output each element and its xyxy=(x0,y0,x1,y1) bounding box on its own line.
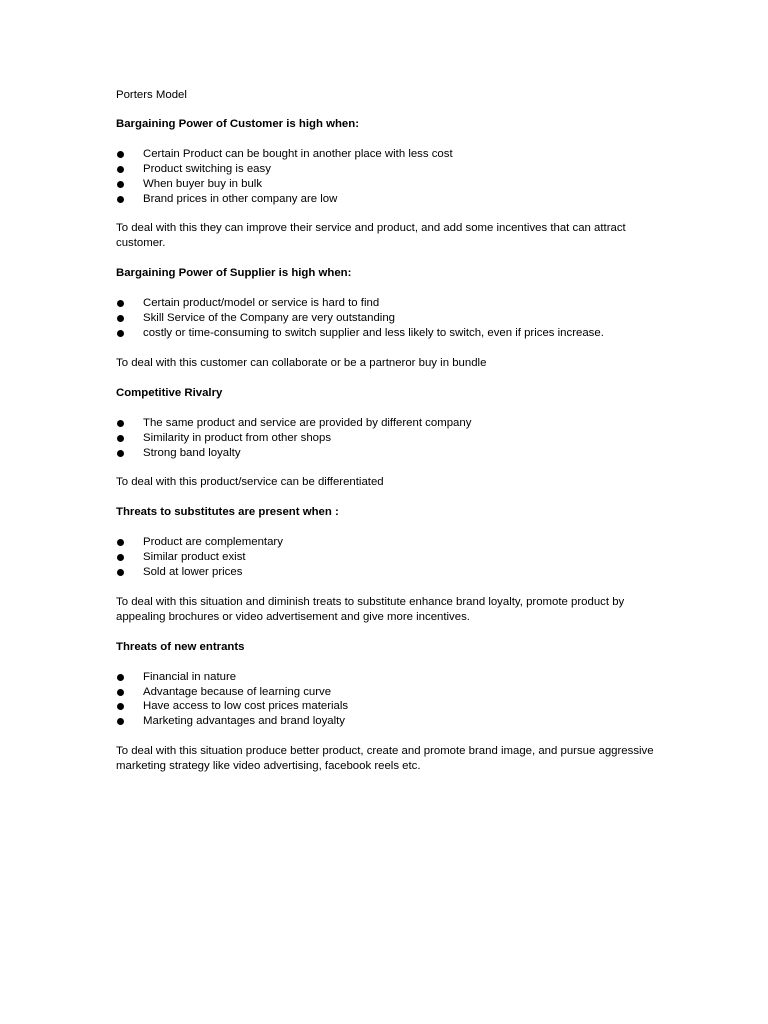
document-body xyxy=(116,88,656,789)
list-item-text: Product switching is easy xyxy=(143,162,271,175)
bullet-icon xyxy=(117,718,124,725)
list-item-text: Certain Product can be bought in another place with less cost xyxy=(143,147,453,160)
bullet-list xyxy=(116,535,656,580)
list-item xyxy=(116,326,656,341)
bullet-list xyxy=(116,416,656,461)
list-item xyxy=(116,311,656,326)
section-heading: Threats of new entrants xyxy=(116,640,245,653)
bullet-icon xyxy=(117,151,124,158)
list-item-text: Advantage because of learning curve xyxy=(143,685,332,698)
list-item-text: Brand prices in other company are low xyxy=(143,192,338,205)
bullet-list xyxy=(116,147,656,207)
list-item xyxy=(116,162,656,177)
list-item-text: Skill Service of the Company are very outstanding xyxy=(143,312,395,325)
bullet-icon xyxy=(117,435,124,442)
list-item xyxy=(116,192,656,207)
list-item xyxy=(116,535,656,550)
list-item xyxy=(116,714,656,729)
list-item-text: Have access to low cost prices materials xyxy=(143,700,349,713)
section-paragraph: To deal with this customer can collaborate or be a partneror buy in bundle xyxy=(116,356,487,369)
list-item-text: costly or time-consuming to switch supplier and less likely to switch, even if prices increase. xyxy=(143,326,604,339)
section-heading: Threats to substitutes are present when : xyxy=(116,506,339,519)
list-item-text: Similarity in product from other shops xyxy=(143,431,332,444)
list-item xyxy=(116,177,656,192)
bullet-icon xyxy=(117,539,124,546)
list-item-text: Financial in nature xyxy=(143,670,237,683)
list-item xyxy=(116,147,656,162)
section-paragraph: To deal with this situation produce better product, create and promote brand image, and pursue aggressive marketing strategy like video advertising, facebook reels etc. xyxy=(116,745,654,773)
bullet-icon xyxy=(117,315,124,322)
section-competitive-rivalry xyxy=(116,386,656,491)
section-paragraph: To deal with this they can improve their service and product, and add some incentives that can attract customer. xyxy=(116,222,626,250)
list-item-text: Product are complementary xyxy=(143,536,283,549)
bullet-list xyxy=(116,670,656,730)
section-customer-power xyxy=(116,117,656,251)
list-item-text: Similar product exist xyxy=(143,551,246,564)
section-supplier-power xyxy=(116,266,656,371)
section-threat-substitutes xyxy=(116,505,656,624)
bullet-icon xyxy=(117,330,124,337)
list-item xyxy=(116,446,656,461)
section-paragraph: To deal with this situation and diminish treats to substitute enhance brand loyalty, promote product by appealing brochures or video advertisement and give more incentives. xyxy=(116,595,625,623)
list-item-text: Marketing advantages and brand loyalty xyxy=(143,715,345,728)
list-item xyxy=(116,699,656,714)
list-item xyxy=(116,670,656,685)
bullet-icon xyxy=(117,569,124,576)
list-item xyxy=(116,550,656,565)
list-item-text: When buyer buy in bulk xyxy=(143,177,263,190)
bullet-list xyxy=(116,296,656,341)
list-item xyxy=(116,685,656,700)
list-item-text: The same product and service are provided by different company xyxy=(143,416,472,429)
list-item-text: Certain product/model or service is hard to find xyxy=(143,297,380,310)
bullet-icon xyxy=(117,420,124,427)
list-item xyxy=(116,565,656,580)
bullet-icon xyxy=(117,181,124,188)
bullet-icon xyxy=(117,166,124,173)
section-heading: Competitive Rivalry xyxy=(116,386,223,399)
section-heading: Bargaining Power of Customer is high when: xyxy=(116,117,360,130)
list-item xyxy=(116,416,656,431)
section-threat-new-entrants xyxy=(116,640,656,774)
list-item-text: Strong band loyalty xyxy=(143,446,241,459)
bullet-icon xyxy=(117,554,124,561)
document-title: Porters Model xyxy=(116,89,187,101)
bullet-icon xyxy=(117,703,124,710)
bullet-icon xyxy=(117,300,124,307)
bullet-icon xyxy=(117,196,124,203)
section-heading: Bargaining Power of Supplier is high when: xyxy=(116,267,352,280)
bullet-icon xyxy=(117,450,124,457)
list-item xyxy=(116,296,656,311)
bullet-icon xyxy=(117,689,124,696)
section-paragraph: To deal with this product/service can be differentiated xyxy=(116,476,384,489)
list-item-text: Sold at lower prices xyxy=(143,566,243,579)
bullet-icon xyxy=(117,674,124,681)
list-item xyxy=(116,431,656,446)
